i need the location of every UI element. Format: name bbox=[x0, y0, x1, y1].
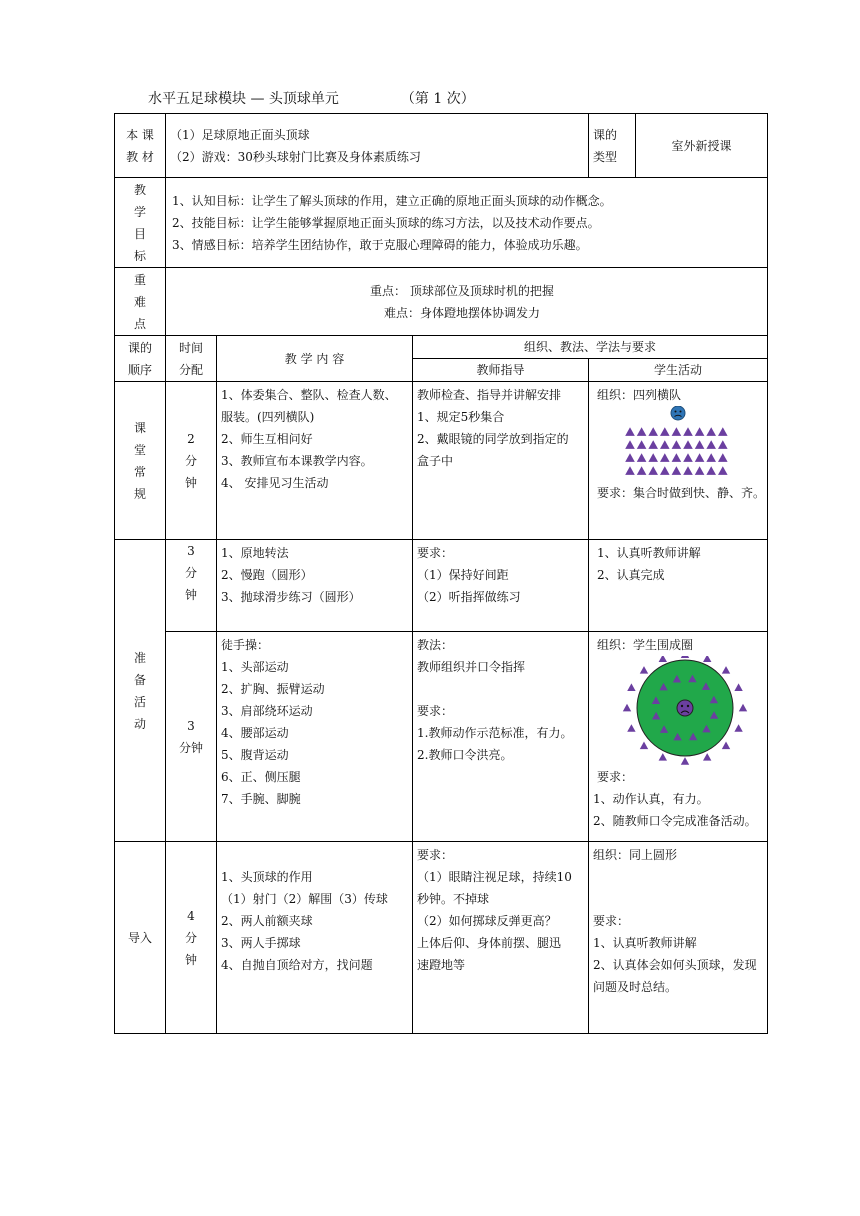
section-time: 2 分 钟 bbox=[166, 382, 217, 540]
student-triangle bbox=[706, 427, 716, 436]
difficulty-point: 难点：身体蹬地摆体协调发力 bbox=[384, 305, 541, 320]
student-triangle bbox=[640, 742, 648, 750]
student-triangle bbox=[660, 427, 670, 436]
section-label: 课 堂 常 规 bbox=[115, 382, 166, 540]
student-triangle bbox=[625, 427, 635, 436]
student-triangle bbox=[648, 427, 658, 436]
student-triangle bbox=[706, 440, 716, 449]
objective-item: 1、认知目标：让学生了解头顶球的作用，建立正确的原地正面头顶球的动作概念。 bbox=[172, 193, 612, 208]
lesson-plan-table bbox=[114, 113, 768, 1034]
student-triangle bbox=[718, 427, 728, 436]
section-teacher: 教法： 教师组织并口令指挥 要求： 1.教师动作示范标准，有力。 2.教师口令洪亮。 bbox=[413, 632, 589, 842]
student-triangle bbox=[640, 666, 648, 674]
col-org: 组织、教法、学法与要求 bbox=[413, 336, 768, 359]
focus-text bbox=[166, 268, 768, 336]
page-title bbox=[148, 88, 475, 108]
section-time: 4 分 钟 bbox=[166, 842, 217, 1034]
section-teacher: 要求： （1）眼睛注视足球，持续10 秒钟。不掉球 （2）如何掷球反弹更高？ 上体后仰、身体前摆、腿迅 速蹬地等 bbox=[413, 842, 589, 1034]
section-teacher: 要求： （1）保持好间距 （2）听指挥做练习 bbox=[413, 540, 589, 632]
section-time: 3 分 钟 bbox=[166, 540, 217, 632]
col-teacher: 教师指导 bbox=[413, 359, 589, 382]
student-triangle bbox=[683, 466, 693, 475]
student-triangle bbox=[648, 440, 658, 449]
student-triangle bbox=[718, 440, 728, 449]
student-triangle bbox=[718, 453, 728, 462]
student-triangle bbox=[625, 453, 635, 462]
section-content: 1、体委集合、整队、检查人数、 服装。(四列横队) 2、师生互相问好 3、教师宣布本课教学内容。 4、 安排见习生活动 bbox=[217, 382, 413, 540]
student-triangle bbox=[625, 466, 635, 475]
four-rank-formation-diagram bbox=[593, 406, 761, 482]
content-line: （2）游戏：30秒头球射门比赛及身体素质练习 bbox=[170, 149, 421, 164]
section-student: 组织：同上圆形 要求： 1、认真听教师讲解 2、认真体会如何头顶球，发现 问题及时总结。 bbox=[589, 842, 768, 1034]
section-student: 组织：四列横队 要求：集合时做到快、静、齐。 bbox=[589, 382, 768, 540]
student-triangle bbox=[706, 466, 716, 475]
student-triangle bbox=[648, 453, 658, 462]
objective-item: 2、技能目标：让学生能够掌握原地正面头顶球的练习方法，以及技术动作要点。 bbox=[172, 215, 600, 230]
student-triangle bbox=[672, 466, 682, 475]
student-triangle bbox=[637, 427, 647, 436]
student-triangle bbox=[637, 453, 647, 462]
student-triangle bbox=[734, 683, 742, 691]
student-triangle bbox=[718, 466, 728, 475]
col-order: 课的 顺序 bbox=[115, 336, 166, 382]
objectives-text bbox=[166, 178, 768, 268]
student-triangle bbox=[627, 683, 635, 691]
student-triangle bbox=[660, 453, 670, 462]
student-triangle bbox=[683, 427, 693, 436]
student-triangle bbox=[683, 440, 693, 449]
student-triangle bbox=[695, 453, 705, 462]
unit-title: 水平五足球模块 — 头顶球单元 bbox=[148, 91, 339, 107]
student-triangle bbox=[695, 466, 705, 475]
objective-item: 3、情感目标：培养学生团结协作，敢于克服心理障碍的能力，体验成功乐趣。 bbox=[172, 237, 588, 252]
col-student: 学生活动 bbox=[589, 359, 768, 382]
student-triangle bbox=[637, 440, 647, 449]
section-teacher: 教师检查、指导并讲解安排 1、规定5秒集合 2、戴眼镜的同学放到指定的 盒子中 bbox=[413, 382, 589, 540]
student-triangle bbox=[648, 466, 658, 475]
student-triangle bbox=[625, 440, 635, 449]
student-triangle bbox=[695, 440, 705, 449]
section-content: 1、原地转法 2、慢跑（圆形） 3、抛球滑步练习（圆形） bbox=[217, 540, 413, 632]
focus-label: 重 难 点 bbox=[115, 268, 166, 336]
student-triangle bbox=[703, 656, 711, 662]
content-label: 本 课 教 材 bbox=[115, 114, 166, 178]
student-triangle bbox=[683, 453, 693, 462]
student-triangle bbox=[681, 757, 689, 765]
student-triangle bbox=[703, 753, 711, 761]
section-content: 徒手操： 1、头部运动 2、扩胸、振臂运动 3、肩部绕环运动 4、腰部运动 5、腹背运动 6、正、侧压腿 7、手腕、脚腕 bbox=[217, 632, 413, 842]
student-triangle bbox=[623, 704, 631, 712]
student-triangle bbox=[672, 440, 682, 449]
student-triangle bbox=[660, 440, 670, 449]
type-label: 课的 类型 bbox=[589, 114, 636, 178]
section-student: 组织：学生围成圈 要求： 1、动作认真，有力。 2、随教师口令完成准备活动。 bbox=[589, 632, 768, 842]
section-label: 准 备 活 动 bbox=[115, 540, 166, 842]
teacher-face-icon bbox=[677, 700, 693, 716]
content-line: （1）足球原地正面头顶球 bbox=[170, 127, 310, 142]
circle-formation-diagram bbox=[593, 656, 761, 766]
student-triangle bbox=[706, 453, 716, 462]
section-content: 1、头顶球的作用 （1）射门（2）解围（3）传球 2、两人前额夹球 3、两人手掷球 4、自抛自顶给对方，找问题 bbox=[217, 842, 413, 1034]
student-triangle bbox=[627, 724, 635, 732]
student-triangle bbox=[660, 466, 670, 475]
student-triangle bbox=[734, 724, 742, 732]
col-content: 教 学 内 容 bbox=[217, 336, 413, 382]
student-triangle bbox=[659, 753, 667, 761]
type-value: 室外新授课 bbox=[636, 114, 768, 178]
key-point: 重点： 顶球部位及顶球时机的把握 bbox=[370, 283, 554, 298]
student-triangle bbox=[672, 453, 682, 462]
teacher-icon bbox=[671, 406, 685, 420]
student-triangle bbox=[739, 704, 747, 712]
student-triangle bbox=[681, 656, 689, 658]
content-lines bbox=[166, 114, 589, 178]
student-triangles bbox=[625, 427, 727, 475]
student-triangle bbox=[722, 742, 730, 750]
section-student: 1、认真听教师讲解 2、认真完成 bbox=[589, 540, 768, 632]
student-triangle bbox=[672, 427, 682, 436]
student-triangle bbox=[659, 656, 667, 662]
student-triangle bbox=[695, 427, 705, 436]
col-time: 时间 分配 bbox=[166, 336, 217, 382]
student-triangle bbox=[722, 666, 730, 674]
objectives-label: 教 学 目 标 bbox=[115, 178, 166, 268]
section-label: 导入 bbox=[115, 842, 166, 1034]
section-time: 3 分钟 bbox=[166, 632, 217, 842]
session-number: （第 1 次） bbox=[400, 91, 475, 107]
student-triangle bbox=[637, 466, 647, 475]
